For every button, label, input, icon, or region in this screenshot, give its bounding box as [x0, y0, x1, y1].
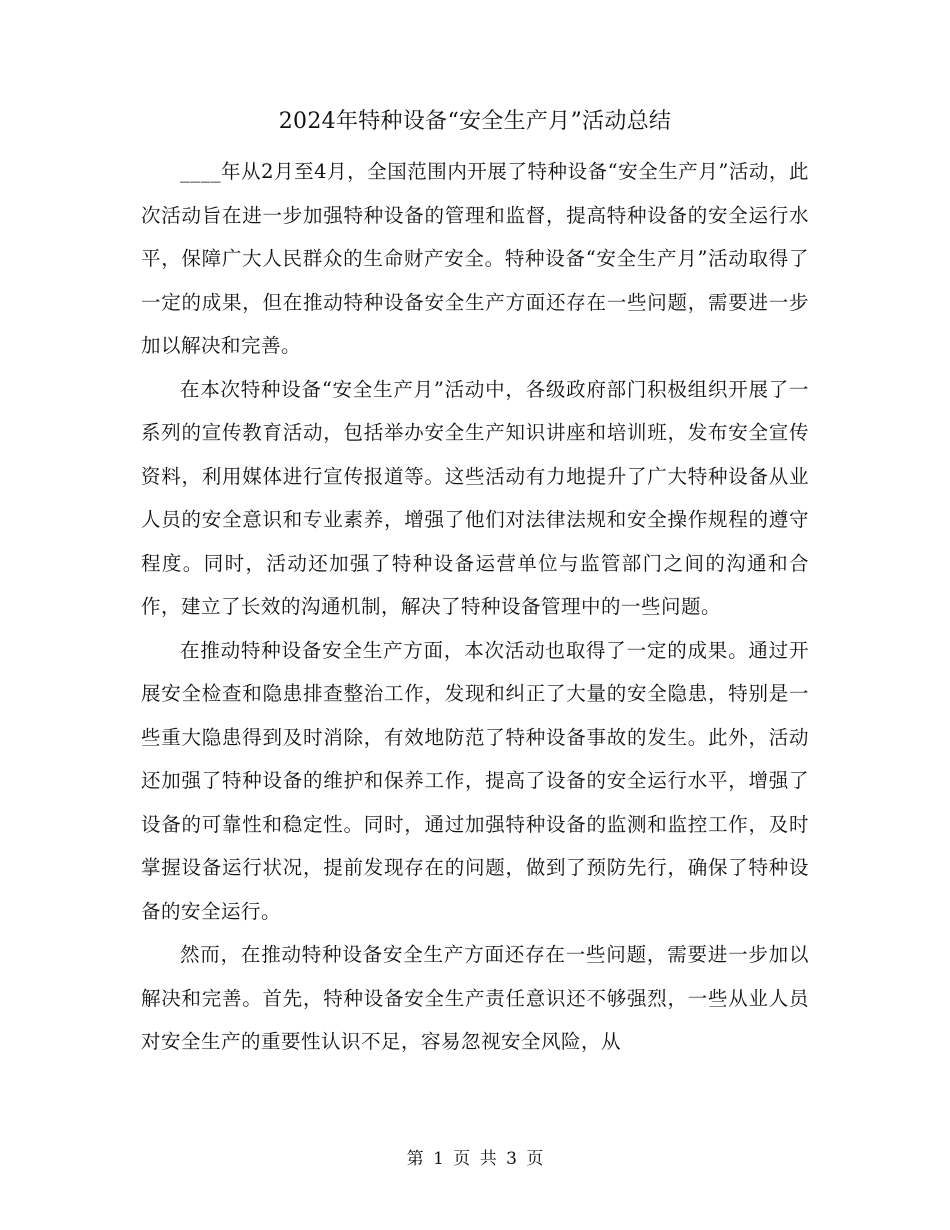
- paragraph-2: 在本次特种设备“安全生产月”活动中，各级政府部门积极组织开展了一系列的宣传教育活动，包括举办安全生产知识讲座和培训班，发布安全宣传资料，利用媒体进行宣传报道等。这些活动有力地提升了广大特种设备从业人员的安全意识和专业素养，增强了他们对法律法规和安全操作规程的遵守程度。同时，活动还加强了特种设备运营单位与监管部门之间的沟通和合作，建立了长效的沟通机制，解决了特种设备管理中的一些问题。: [141, 377, 809, 618]
- paragraph-4: 然而，在推动特种设备安全生产方面还存在一些问题，需要进一步加以解决和完善。首先，特种设备安全生产责任意识还不够强烈，一些从业人员对安全生产的重要性认识不足，容易忽视安全风险，从: [141, 943, 809, 1053]
- document-title: 2024年特种设备“安全生产月”活动总结: [278, 109, 672, 134]
- page-number-footer: 第 1 页 共 3 页: [406, 1149, 544, 1169]
- document-body: [141, 150, 809, 1064]
- paragraph-3: 在推动特种设备安全生产方面，本次活动也取得了一定的成果。通过开展安全检查和隐患排查整治工作，发现和纠正了大量的安全隐患，特别是一些重大隐患得到及时消除，有效地防范了特种设备事故的发生。此外，活动还加强了特种设备的维护和保养工作，提高了设备的安全运行水平，增强了设备的可靠性和稳定性。同时，通过加强特种设备的监测和监控工作，及时掌握设备运行状况，提前发现存在的问题，做到了预防先行，确保了特种设备的安全运行。: [141, 638, 809, 923]
- paragraph-1: ____年从2月至4月，全国范围内开展了特种设备“安全生产月”活动，此次活动旨在进一步加强特种设备的管理和监督，提高特种设备的安全运行水平，保障广大人民群众的生命财产安全。特种设备“安全生产月”活动取得了一定的成果，但在推动特种设备安全生产方面还存在一些问题，需要进一步加以解决和完善。: [141, 160, 809, 357]
